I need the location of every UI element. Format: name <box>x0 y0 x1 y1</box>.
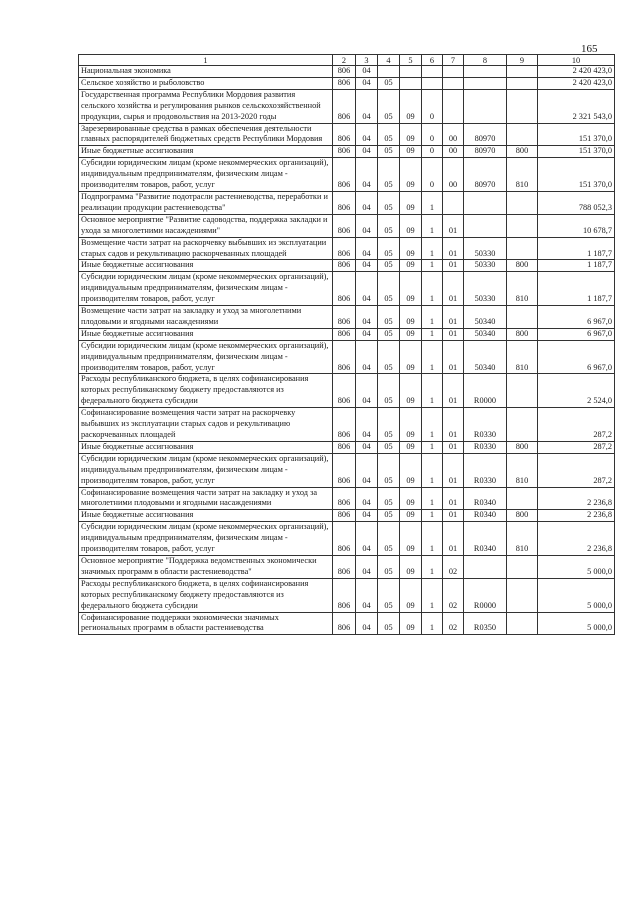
amount-cell: 287,2 <box>538 453 615 487</box>
page-number: 165 <box>581 43 598 55</box>
code-cell-c4: 05 <box>378 237 400 260</box>
code-cell-c5: 09 <box>400 408 422 442</box>
code-cell-c5: 09 <box>400 158 422 192</box>
code-cell-c3: 04 <box>356 453 378 487</box>
table-row <box>79 66 615 78</box>
code-cell-c5: 09 <box>400 214 422 237</box>
table-row <box>79 555 615 578</box>
code-cell-c5 <box>400 77 422 89</box>
amount-cell: 2 236,8 <box>538 522 615 556</box>
code-cell-c3: 04 <box>356 191 378 214</box>
code-cell-c3: 04 <box>356 487 378 510</box>
code-cell-c6: 1 <box>422 453 443 487</box>
code-cell-c4: 05 <box>378 306 400 329</box>
code-cell-c6: 1 <box>422 340 443 374</box>
code-cell-c4: 05 <box>378 191 400 214</box>
code-cell-c7: 00 <box>443 123 464 146</box>
column-header: 7 <box>443 55 464 66</box>
code-cell-c5 <box>400 66 422 78</box>
code-cell-c4: 05 <box>378 272 400 306</box>
code-cell-c7: 00 <box>443 146 464 158</box>
row-name-cell: Софинансирование возмещения части затрат на закладку и уход за многолетними плодовыми и ягодными насаждениями <box>79 487 333 510</box>
code-cell-c8: R0340 <box>464 522 507 556</box>
table-row <box>79 237 615 260</box>
code-cell-c9 <box>507 612 538 635</box>
code-cell-c5: 09 <box>400 306 422 329</box>
code-cell-c8: 80970 <box>464 146 507 158</box>
code-cell-c2: 806 <box>333 340 356 374</box>
amount-cell: 5 000,0 <box>538 578 615 612</box>
code-cell-c7: 00 <box>443 158 464 192</box>
code-cell-c5: 09 <box>400 555 422 578</box>
code-cell-c4: 05 <box>378 340 400 374</box>
code-cell-c2: 806 <box>333 510 356 522</box>
code-cell-c9 <box>507 487 538 510</box>
code-cell-c3: 04 <box>356 123 378 146</box>
code-cell-c8: 50340 <box>464 328 507 340</box>
code-cell-c9 <box>507 237 538 260</box>
row-name-cell: Сельское хозяйство и рыболовство <box>79 77 333 89</box>
code-cell-c9 <box>507 306 538 329</box>
code-cell-c2: 806 <box>333 612 356 635</box>
code-cell-c5: 09 <box>400 578 422 612</box>
code-cell-c7 <box>443 66 464 78</box>
code-cell-c5: 09 <box>400 89 422 123</box>
code-cell-c2: 806 <box>333 408 356 442</box>
code-cell-c7: 01 <box>443 522 464 556</box>
code-cell-c3: 04 <box>356 237 378 260</box>
code-cell-c2: 806 <box>333 441 356 453</box>
code-cell-c3: 04 <box>356 328 378 340</box>
code-cell-c8 <box>464 191 507 214</box>
code-cell-c2: 806 <box>333 453 356 487</box>
code-cell-c4: 05 <box>378 453 400 487</box>
amount-cell: 1 187,7 <box>538 272 615 306</box>
code-cell-c8: R0000 <box>464 374 507 408</box>
code-cell-c2: 806 <box>333 191 356 214</box>
row-name-cell: Иные бюджетные ассигнования <box>79 146 333 158</box>
code-cell-c8: R0340 <box>464 510 507 522</box>
code-cell-c3: 04 <box>356 77 378 89</box>
code-cell-c3: 04 <box>356 555 378 578</box>
code-cell-c9 <box>507 123 538 146</box>
row-name-cell: Субсидии юридическим лицам (кроме некоммерческих организаций), индивидуальным предпринимателям, физическим лицам - производителям товаров, работ, услуг <box>79 340 333 374</box>
code-cell-c3: 04 <box>356 158 378 192</box>
code-cell-c9 <box>507 66 538 78</box>
code-cell-c7: 01 <box>443 453 464 487</box>
row-name-cell: Субсидии юридическим лицам (кроме некоммерческих организаций), индивидуальным предпринимателям, физическим лицам - производителям товаров, работ, услуг <box>79 453 333 487</box>
code-cell-c6: 1 <box>422 578 443 612</box>
table-row <box>79 214 615 237</box>
code-cell-c2: 806 <box>333 237 356 260</box>
row-name-cell: Основное мероприятие "Развитие садоводства, поддержка закладки и ухода за многолетними насаждениями" <box>79 214 333 237</box>
code-cell-c4: 05 <box>378 146 400 158</box>
code-cell-c4: 05 <box>378 441 400 453</box>
code-cell-c9: 800 <box>507 328 538 340</box>
row-name-cell: Национальная экономика <box>79 66 333 78</box>
amount-cell: 151 370,0 <box>538 158 615 192</box>
code-cell-c2: 806 <box>333 146 356 158</box>
row-name-cell: Подпрограмма "Развитие подотрасли растениеводства, переработки и реализации продукции растениеводства" <box>79 191 333 214</box>
table-row <box>79 408 615 442</box>
column-header: 3 <box>356 55 378 66</box>
code-cell-c8: R0350 <box>464 612 507 635</box>
column-header: 8 <box>464 55 507 66</box>
row-name-cell: Субсидии юридическим лицам (кроме некоммерческих организаций), индивидуальным предпринимателям, физическим лицам - производителям товаров, работ, услуг <box>79 522 333 556</box>
code-cell-c8 <box>464 555 507 578</box>
code-cell-c2: 806 <box>333 260 356 272</box>
row-name-cell: Иные бюджетные ассигнования <box>79 260 333 272</box>
table-row <box>79 453 615 487</box>
code-cell-c6: 1 <box>422 272 443 306</box>
table-row <box>79 191 615 214</box>
amount-cell: 6 967,0 <box>538 340 615 374</box>
code-cell-c4: 05 <box>378 612 400 635</box>
table-row <box>79 510 615 522</box>
code-cell-c6: 1 <box>422 441 443 453</box>
code-cell-c9: 800 <box>507 260 538 272</box>
column-header: 4 <box>378 55 400 66</box>
code-cell-c7: 02 <box>443 555 464 578</box>
code-cell-c9 <box>507 214 538 237</box>
code-cell-c4: 05 <box>378 522 400 556</box>
code-cell-c7 <box>443 191 464 214</box>
code-cell-c7: 01 <box>443 441 464 453</box>
code-cell-c8: 50340 <box>464 340 507 374</box>
code-cell-c8 <box>464 77 507 89</box>
table-row <box>79 487 615 510</box>
code-cell-c4 <box>378 66 400 78</box>
code-cell-c3: 04 <box>356 522 378 556</box>
table-row <box>79 89 615 123</box>
code-cell-c6 <box>422 66 443 78</box>
code-cell-c5: 09 <box>400 146 422 158</box>
code-cell-c7: 01 <box>443 306 464 329</box>
code-cell-c6: 0 <box>422 158 443 192</box>
table-row <box>79 77 615 89</box>
table-row <box>79 123 615 146</box>
code-cell-c5: 09 <box>400 453 422 487</box>
code-cell-c3: 04 <box>356 340 378 374</box>
code-cell-c2: 806 <box>333 272 356 306</box>
code-cell-c4: 05 <box>378 555 400 578</box>
code-cell-c6: 0 <box>422 89 443 123</box>
column-header: 5 <box>400 55 422 66</box>
code-cell-c5: 09 <box>400 123 422 146</box>
code-cell-c5: 09 <box>400 510 422 522</box>
table-row <box>79 158 615 192</box>
amount-cell: 287,2 <box>538 441 615 453</box>
code-cell-c6: 1 <box>422 487 443 510</box>
code-cell-c9: 810 <box>507 453 538 487</box>
code-cell-c9: 800 <box>507 510 538 522</box>
code-cell-c8: 50330 <box>464 237 507 260</box>
code-cell-c2: 806 <box>333 374 356 408</box>
table-row <box>79 328 615 340</box>
row-name-cell: Основное мероприятие "Поддержка ведомственных экономически значимых программ в области растениеводства" <box>79 555 333 578</box>
row-name-cell: Иные бюджетные ассигнования <box>79 328 333 340</box>
code-cell-c6: 0 <box>422 123 443 146</box>
code-cell-c9 <box>507 578 538 612</box>
amount-cell: 151 370,0 <box>538 146 615 158</box>
amount-cell: 788 052,3 <box>538 191 615 214</box>
code-cell-c5: 09 <box>400 374 422 408</box>
row-name-cell: Субсидии юридическим лицам (кроме некоммерческих организаций), индивидуальным предпринимателям, физическим лицам - производителям товаров, работ, услуг <box>79 158 333 192</box>
code-cell-c2: 806 <box>333 487 356 510</box>
code-cell-c2: 806 <box>333 66 356 78</box>
code-cell-c7: 01 <box>443 340 464 374</box>
amount-cell: 2 420 423,0 <box>538 77 615 89</box>
column-header: 2 <box>333 55 356 66</box>
amount-cell: 2 236,8 <box>538 487 615 510</box>
code-cell-c3: 04 <box>356 89 378 123</box>
amount-cell: 6 967,0 <box>538 306 615 329</box>
code-cell-c5: 09 <box>400 272 422 306</box>
code-cell-c6: 1 <box>422 237 443 260</box>
code-cell-c8: R0330 <box>464 441 507 453</box>
column-header: 9 <box>507 55 538 66</box>
code-cell-c9 <box>507 555 538 578</box>
code-cell-c7 <box>443 77 464 89</box>
code-cell-c6: 0 <box>422 146 443 158</box>
code-cell-c6: 1 <box>422 374 443 408</box>
code-cell-c6: 1 <box>422 328 443 340</box>
table-row <box>79 578 615 612</box>
row-name-cell: Зарезервированные средства в рамках обеспечения деятельности главных распорядителей бюджетных средств Республики Мордовия <box>79 123 333 146</box>
code-cell-c4: 05 <box>378 578 400 612</box>
code-cell-c4: 05 <box>378 260 400 272</box>
table-row <box>79 306 615 329</box>
code-cell-c5: 09 <box>400 340 422 374</box>
row-name-cell: Расходы республиканского бюджета, в целях софинансирования которых республиканскому бюджету предоставляются из федерального бюджета субсидии <box>79 374 333 408</box>
code-cell-c3: 04 <box>356 214 378 237</box>
code-cell-c7: 01 <box>443 487 464 510</box>
code-cell-c2: 806 <box>333 158 356 192</box>
code-cell-c4: 05 <box>378 158 400 192</box>
code-cell-c4: 05 <box>378 374 400 408</box>
code-cell-c2: 806 <box>333 77 356 89</box>
code-cell-c8: 80970 <box>464 158 507 192</box>
code-cell-c7: 01 <box>443 260 464 272</box>
amount-cell: 2 321 543,0 <box>538 89 615 123</box>
table-row <box>79 374 615 408</box>
code-cell-c7 <box>443 89 464 123</box>
code-cell-c7: 01 <box>443 374 464 408</box>
table-row <box>79 612 615 635</box>
code-cell-c9 <box>507 374 538 408</box>
amount-cell: 5 000,0 <box>538 555 615 578</box>
code-cell-c9: 810 <box>507 158 538 192</box>
amount-cell: 2 236,8 <box>538 510 615 522</box>
code-cell-c3: 04 <box>356 66 378 78</box>
amount-cell: 287,2 <box>538 408 615 442</box>
table-header-row <box>79 55 615 66</box>
budget-table <box>78 54 615 635</box>
code-cell-c9: 800 <box>507 441 538 453</box>
code-cell-c7: 02 <box>443 612 464 635</box>
code-cell-c8: R0330 <box>464 453 507 487</box>
code-cell-c9: 810 <box>507 340 538 374</box>
code-cell-c2: 806 <box>333 214 356 237</box>
code-cell-c3: 04 <box>356 272 378 306</box>
code-cell-c5: 09 <box>400 328 422 340</box>
code-cell-c3: 04 <box>356 612 378 635</box>
code-cell-c4: 05 <box>378 408 400 442</box>
code-cell-c6: 1 <box>422 214 443 237</box>
code-cell-c8: R0330 <box>464 408 507 442</box>
code-cell-c9 <box>507 77 538 89</box>
code-cell-c3: 04 <box>356 374 378 408</box>
code-cell-c9 <box>507 89 538 123</box>
code-cell-c8 <box>464 214 507 237</box>
table-row <box>79 340 615 374</box>
code-cell-c5: 09 <box>400 487 422 510</box>
row-name-cell: Расходы республиканского бюджета, в целях софинансирования которых республиканскому бюджету предоставляются из федерального бюджета субсидии <box>79 578 333 612</box>
code-cell-c4: 05 <box>378 89 400 123</box>
code-cell-c7: 01 <box>443 510 464 522</box>
code-cell-c5: 09 <box>400 191 422 214</box>
code-cell-c6 <box>422 77 443 89</box>
table-row <box>79 146 615 158</box>
code-cell-c6: 1 <box>422 555 443 578</box>
code-cell-c3: 04 <box>356 306 378 329</box>
code-cell-c6: 1 <box>422 191 443 214</box>
code-cell-c9: 800 <box>507 146 538 158</box>
code-cell-c7: 01 <box>443 214 464 237</box>
code-cell-c6: 1 <box>422 306 443 329</box>
row-name-cell: Софинансирование поддержки экономически значимых региональных программ в области растениеводства <box>79 612 333 635</box>
code-cell-c4: 05 <box>378 214 400 237</box>
amount-cell: 2 420 423,0 <box>538 66 615 78</box>
code-cell-c4: 05 <box>378 328 400 340</box>
code-cell-c8 <box>464 89 507 123</box>
code-cell-c3: 04 <box>356 260 378 272</box>
code-cell-c2: 806 <box>333 555 356 578</box>
code-cell-c8: 50330 <box>464 272 507 306</box>
code-cell-c8 <box>464 66 507 78</box>
amount-cell: 151 370,0 <box>538 123 615 146</box>
code-cell-c7: 01 <box>443 328 464 340</box>
code-cell-c7: 01 <box>443 237 464 260</box>
code-cell-c6: 1 <box>422 408 443 442</box>
row-name-cell: Иные бюджетные ассигнования <box>79 441 333 453</box>
row-name-cell: Субсидии юридическим лицам (кроме некоммерческих организаций), индивидуальным предпринимателям, физическим лицам - производителям товаров, работ, услуг <box>79 272 333 306</box>
code-cell-c8: R0000 <box>464 578 507 612</box>
code-cell-c2: 806 <box>333 328 356 340</box>
code-cell-c6: 1 <box>422 522 443 556</box>
table-row <box>79 522 615 556</box>
code-cell-c7: 02 <box>443 578 464 612</box>
code-cell-c4: 05 <box>378 123 400 146</box>
column-header: 6 <box>422 55 443 66</box>
code-cell-c8: 50330 <box>464 260 507 272</box>
code-cell-c2: 806 <box>333 578 356 612</box>
code-cell-c5: 09 <box>400 237 422 260</box>
code-cell-c5: 09 <box>400 612 422 635</box>
code-cell-c3: 04 <box>356 510 378 522</box>
code-cell-c5: 09 <box>400 260 422 272</box>
amount-cell: 2 524,0 <box>538 374 615 408</box>
row-name-cell: Государственная программа Республики Мордовия развития сельского хозяйства и регулирования рынков сельскохозяйственной продукции, сырья и продовольствия на 2013-2020 годы <box>79 89 333 123</box>
code-cell-c3: 04 <box>356 578 378 612</box>
code-cell-c8: 50340 <box>464 306 507 329</box>
code-cell-c2: 806 <box>333 89 356 123</box>
code-cell-c2: 806 <box>333 522 356 556</box>
amount-cell: 6 967,0 <box>538 328 615 340</box>
code-cell-c4: 05 <box>378 510 400 522</box>
code-cell-c3: 04 <box>356 408 378 442</box>
column-header: 1 <box>79 55 333 66</box>
table-row <box>79 260 615 272</box>
table-row <box>79 441 615 453</box>
code-cell-c4: 05 <box>378 487 400 510</box>
code-cell-c6: 1 <box>422 260 443 272</box>
amount-cell: 1 187,7 <box>538 237 615 260</box>
code-cell-c3: 04 <box>356 441 378 453</box>
table-row <box>79 272 615 306</box>
row-name-cell: Возмещение части затрат на раскорчевку выбывших из эксплуатации старых садов и рекультивацию раскорчеванных площадей <box>79 237 333 260</box>
code-cell-c9: 810 <box>507 272 538 306</box>
code-cell-c2: 806 <box>333 123 356 146</box>
code-cell-c6: 1 <box>422 612 443 635</box>
code-cell-c7: 01 <box>443 272 464 306</box>
code-cell-c8: R0340 <box>464 487 507 510</box>
amount-cell: 10 678,7 <box>538 214 615 237</box>
code-cell-c9 <box>507 408 538 442</box>
code-cell-c9: 810 <box>507 522 538 556</box>
column-header: 10 <box>538 55 615 66</box>
row-name-cell: Иные бюджетные ассигнования <box>79 510 333 522</box>
row-name-cell: Софинансирование возмещения части затрат на раскорчевку выбывших из эксплуатации старых садов и рекультивацию раскорчеванных площадей <box>79 408 333 442</box>
code-cell-c4: 05 <box>378 77 400 89</box>
code-cell-c9 <box>507 191 538 214</box>
row-name-cell: Возмещение части затрат на закладку и уход за многолетними плодовыми и ягодными насаждениями <box>79 306 333 329</box>
code-cell-c5: 09 <box>400 522 422 556</box>
code-cell-c8: 80970 <box>464 123 507 146</box>
amount-cell: 1 187,7 <box>538 260 615 272</box>
code-cell-c6: 1 <box>422 510 443 522</box>
code-cell-c2: 806 <box>333 306 356 329</box>
code-cell-c5: 09 <box>400 441 422 453</box>
amount-cell: 5 000,0 <box>538 612 615 635</box>
code-cell-c3: 04 <box>356 146 378 158</box>
code-cell-c7: 01 <box>443 408 464 442</box>
